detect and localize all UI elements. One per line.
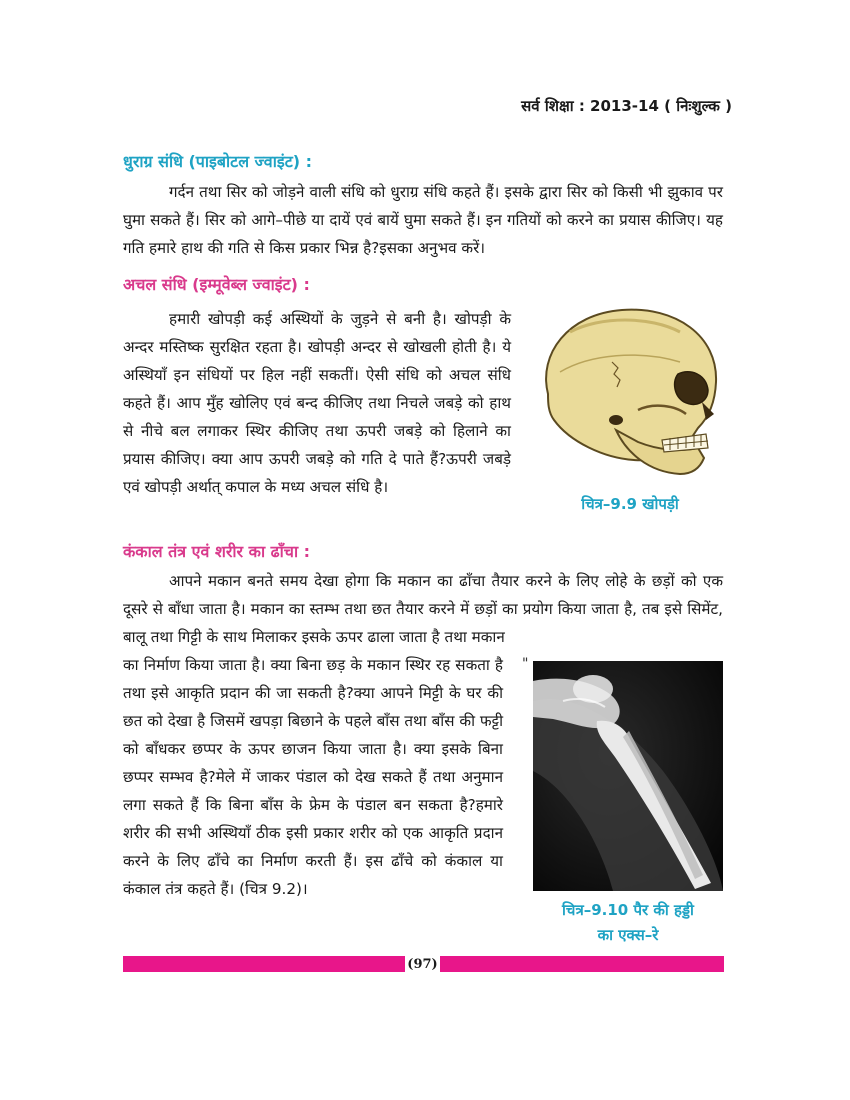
paragraph-immovable-joint: हमारी खोपड़ी कई अस्थियों के जुड़ने से बनी है। खोपड़ी के अन्दर मस्तिष्क सुरक्षित रहता है। खोपड़ी अन्दर से खोखली होती है। ये अस्थियाँ इन संधियों पर हिल नहीं सकतीं। ऐसी संधि को अचल संधि कहते हैं। आप मुँह खोलिए एवं बन्द कीजिए तथा निचले जबड़े को हाथ से नीचे बल लगाकर स्थिर कीजिए तथा ऊपरी जबड़े को हिलाने का प्रयास कीजिए। क्या आप ऊपरी जबड़े को गति दे पाते हैं?ऊपरी जबड़े एवं खोपड़ी अर्थात् कपाल के मध्य अचल संधि है। [123,310,511,496]
xray-figure-caption-line1: चित्र–9.10 पैर की हड्डी [562,901,694,919]
page-number: (97) [407,957,438,972]
series-note: सर्व शिक्षा : 2013-14 ( निःशुल्क ) [521,97,732,115]
heading-skeleton: कंकाल तंत्र एवं शरीर का ढाँचा : [123,542,311,561]
paragraph-pivot-joint: गर्दन तथा सिर को जोड़ने वाली संधि को धुराग्र संधि कहते हैं। इसके द्वारा सिर को किसी भी झुकाव पर घुमा सकते हैं। सिर को आगे–पीछे या दायें एवं बायें घुमा सकते हैं। इन गतियों को करने का प्रयास कीजिए। यह गति हमारे हाथ की गति से किस प्रकार भिन्न है?इसका अनुभव करें। [123,183,723,257]
paragraph-skeleton-continued: का निर्माण किया जाता है। क्या बिना छड़ के मकान स्थिर रह सकता है तथा इसे आकृति प्रदान की जा सकती है?क्या आपने मिट्टी के घर की छत को देखा है जिसमें खपड़ा बिछाने के पहले बाँस तथा बाँस की फट्टी को बाँधकर छप्पर के ऊपर छाजन किया जाता है। क्या इसके बिना छप्पर सम्भव है?मेले में जाकर पंडाल को देख सकते हैं तथा अनुमान लगा सकते हैं कि बिना बाँस के फ्रेम के पंडाल बन सकता है?हमारे शरीर की सभी अस्थियाँ ठीक इसी प्रकार शरीर को एक आकृति प्रदान करने के लिए ढाँचे का निर्माण करती हैं। इस ढाँचे को कंकाल या कंकाल तंत्र कहते हैं। (चित्र 9.2)। [123,656,503,898]
figure-corner-mark: " [522,656,529,672]
xray-figure-caption-line2: का एक्स–रे [597,926,659,944]
skull-figure-caption: चित्र–9.9 खोपड़ी [581,495,679,513]
xray-image [533,661,723,891]
heading-pivot-joint: धुराग्र संधि (पाइबोटल ज्वाइंट) : [123,152,313,171]
skull-illustration [530,302,725,482]
footer-bar-right [440,956,724,972]
heading-immovable-joint: अचल संधि (इम्मूवेब्ल ज्वाइंट) : [123,275,310,294]
paragraph-skeleton-intro: आपने मकान बनते समय देखा होगा कि मकान का ढाँचा तैयार करने के लिए लोहे के छड़ों को एक दूसरे से बाँधा जाता है। मकान का स्तम्भ तथा छत तैयार करने में छड़ों का प्रयोग किया जाता है, तब इसे सिमेंट, बालू तथा गिट्टी के साथ मिलाकर इसके ऊपर ढाला जाता है तथा मकान [123,572,723,646]
footer-bar-left [123,956,405,972]
